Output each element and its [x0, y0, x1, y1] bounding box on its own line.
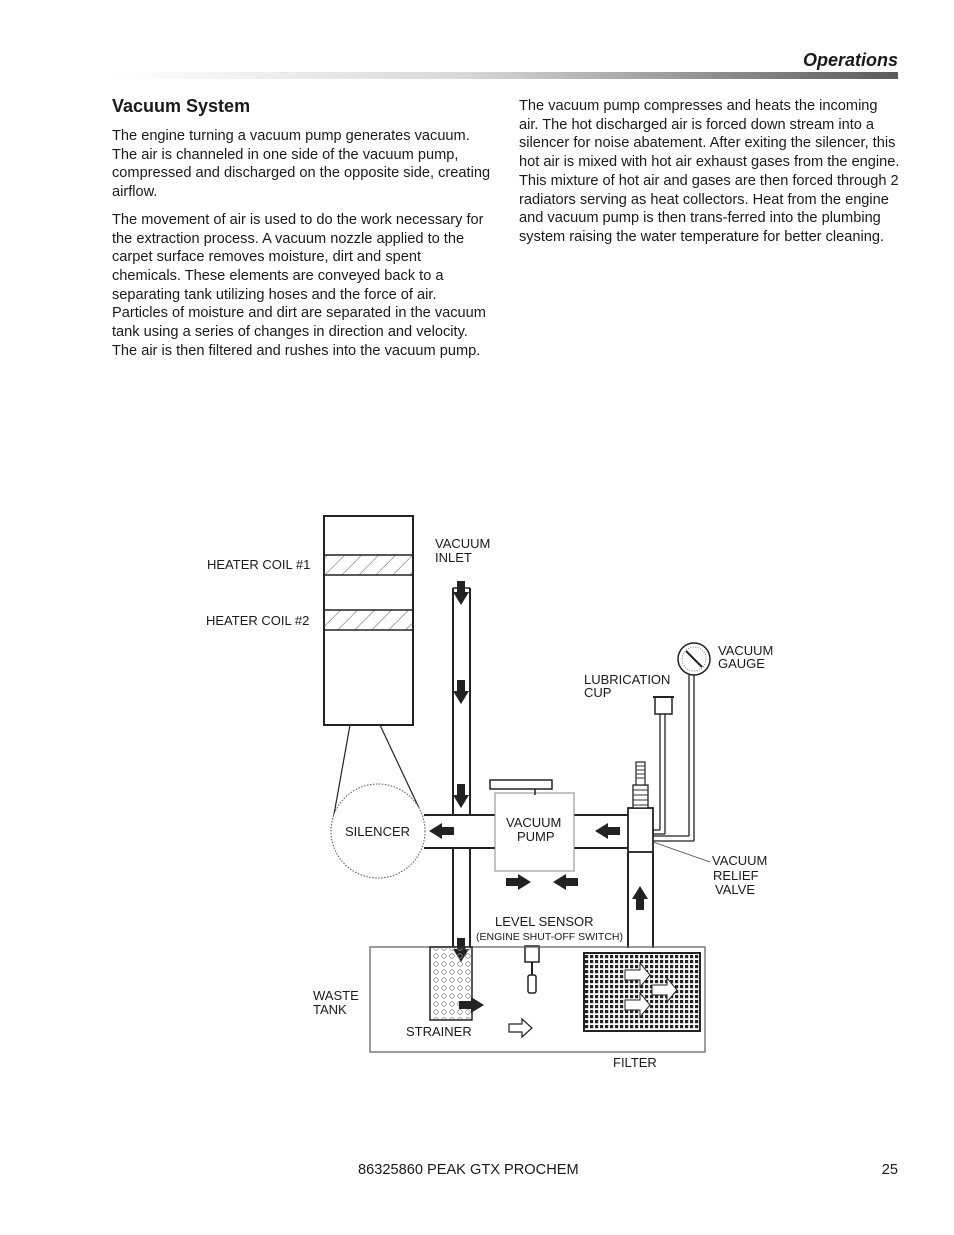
level-sensor	[525, 946, 539, 993]
strainer	[430, 947, 472, 1020]
waste-tank-label-2: TANK	[313, 1002, 347, 1017]
airflow-arrow-down	[453, 581, 469, 605]
airflow-arrow-left	[553, 874, 578, 890]
airflow-arrow-left	[595, 823, 620, 839]
airflow-arrow-up	[632, 886, 648, 910]
airflow-arrow-down	[453, 680, 469, 704]
vacuum-inlet-label-2: INLET	[435, 550, 472, 565]
left-column	[112, 127, 492, 369]
vacuum-gauge-label-1: VACUUM	[718, 643, 774, 658]
silencer-label: SILENCER	[345, 824, 411, 839]
footer-document-id: 86325860 PEAK GTX PROCHEM	[358, 1162, 579, 1178]
paragraph: The vacuum pump compresses and heats the incoming air. The hot discharged air is forced down stream into a silencer for noise abatement. After exiting the silencer, this hot air is mixed with hot air exhaust gases from the engine. This mixture of hot air and gases are then forced through 2 radiators serving as heat collectors. Heat from the engine and vacuum pump is then trans-ferred into the plumbing system raising the water temperature for better cleaning.	[519, 98, 900, 245]
airflow-arrow-right	[506, 874, 531, 890]
vacuum-relief-label-3: VALVE	[715, 882, 755, 897]
right-column	[519, 97, 901, 256]
airflow-arrow-left	[429, 823, 454, 839]
section-title: Vacuum System	[112, 96, 251, 116]
heater-coil-1-label: HEATER COIL #1	[207, 557, 311, 572]
filter-label: FILTER	[613, 1055, 657, 1070]
vacuum-inlet-pipe	[453, 588, 470, 947]
lubrication-cup-label-2: CUP	[584, 685, 612, 700]
heater-stack	[324, 516, 413, 725]
airflow-arrow-down	[453, 784, 469, 808]
waste-tank-label-1: WASTE	[313, 988, 359, 1003]
vacuum-relief-label-1: VACUUM	[712, 853, 768, 868]
vacuum-pump-label-1: VACUUM	[506, 815, 562, 830]
vacuum-relief-label-2: RELIEF	[713, 868, 759, 883]
airflow-arrow-right-outline	[509, 1019, 532, 1037]
footer-page-number: 25	[881, 1162, 898, 1178]
lubrication-cup	[653, 697, 674, 834]
vacuum-system-diagram	[180, 500, 774, 1080]
heater-coil-2-label: HEATER COIL #2	[206, 613, 310, 628]
relief-valve-leader	[653, 842, 710, 862]
vacuum-gauge-label-2: GAUGE	[718, 656, 765, 671]
vacuum-inlet-label-1: VACUUM	[435, 536, 491, 551]
vacuum-pump-label-2: PUMP	[517, 829, 555, 844]
header-section-title: Operations	[802, 50, 898, 70]
paragraph: The movement of air is used to do the work necessary for the extraction process. A vacuum nozzle applied to the carpet surface removes moisture, dirt and spent chemicals. These elements are conveyed back to a separating tank utilizing hoses and the force of air. Particles of moisture and dirt are separated in the vacuum tank using a series of changes in direction and velocity. The air is then filtered and rushes into the vacuum pump.	[112, 211, 486, 359]
lubrication-cup-label-1: LUBRICATION	[584, 672, 671, 687]
header-rule	[112, 72, 898, 79]
level-sensor-label: LEVEL SENSOR	[495, 914, 594, 929]
level-sensor-note: (ENGINE SHUT-OFF SWITCH)	[476, 931, 623, 943]
vacuum-relief-valve	[628, 762, 653, 852]
paragraph: The engine turning a vacuum pump generates vacuum. The air is channeled in one side of the vacuum pump, compressed and discharged on the opposite side, creating airflow.	[112, 128, 491, 201]
strainer-label: STRAINER	[406, 1024, 472, 1039]
